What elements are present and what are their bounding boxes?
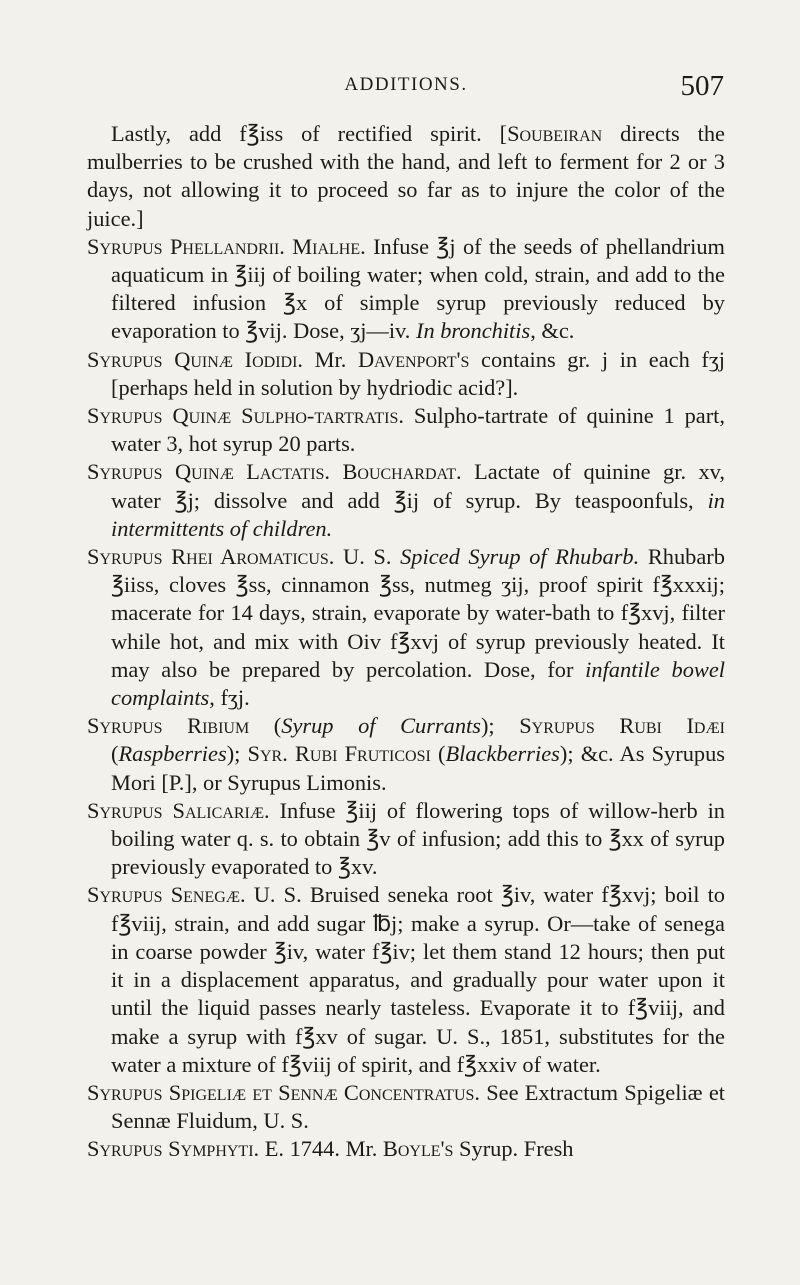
syrup-entry — [87, 458, 725, 543]
entry-heading: Syrupus Rhei Aromaticus. — [87, 544, 335, 570]
entry-heading: Syr. Rubi Fruticosi — [247, 741, 431, 767]
text-run: Lastly, add f℥iss of rectified spirit. [ — [111, 121, 508, 146]
entry-heading: Syrupus Rubi Idæi — [519, 713, 726, 739]
page-number: 507 — [680, 70, 724, 102]
entry-heading: Syrupus Symphyti. E. 1744. — [87, 1136, 340, 1162]
text-run: Syrup. Fresh — [453, 1136, 574, 1162]
entry-heading: Syrupus Phellandrii. Mialhe. — [87, 233, 366, 259]
text-run: Rhubarb ℥iiss, cloves ℥ss, cinnamon ℥ss, nutmeg ʒij, proof spirit f℥xxxij; macerate for 14 days, strain, evaporate by water-bath to f℥xvj, filter while hot, and mix with Oiv f℥xvj of syrup previously heated. It may also be prepared by percolation. Dose, for — [111, 544, 725, 682]
text-run: , fʒj. — [209, 685, 250, 711]
entry-heading: Syrupus Salicariæ. — [87, 797, 270, 823]
italic-text: Blackberries — [445, 741, 560, 767]
syrup-entry — [87, 346, 725, 402]
entry-heading: Syrupus Quinæ Iodidi. — [87, 346, 304, 372]
syrup-entry — [87, 881, 725, 1078]
text-run: ( — [430, 741, 446, 767]
text-run: U. S. — [334, 544, 401, 570]
italic-text: In bronchitis — [415, 318, 531, 344]
text-run: U. S. Bruised seneka root ℥iv, water f℥xvj; boil to f℥viij, strain, and add sugar ℔j; make a syrup. Or—take of senega in coarse powder ℥iv, water f℥iv; let them stand 12 hours; then put it in a displacement apparatus, and gradually pour water upon it until the liquid passes nearly tasteless. Evaporate it to f℥viij, and make a syrup with f℥xv of sugar. U. S., 1851, substitutes for the water a mixture of f℥viij of spirit, and f℥xxiv of water. — [111, 882, 725, 1077]
italic-text: Raspberries — [118, 741, 227, 767]
syrup-entry — [87, 543, 725, 712]
syrup-entry — [87, 1135, 725, 1163]
italic-text: in intermittents of children. — [111, 487, 725, 541]
syrup-entry — [87, 712, 725, 797]
syrup-entry — [87, 797, 725, 882]
entry-heading: Syrupus Ribium — [87, 713, 250, 739]
syrup-entry — [87, 1079, 725, 1135]
text-run: Lactate of quinine gr. xv, water ℥j; dissolve and add ℥ij of syrup. By teaspoonfuls, — [111, 459, 726, 513]
running-title: ADDITIONS. — [344, 74, 468, 95]
italic-text: infantile bowel complaints — [111, 656, 725, 711]
entry-heading: Boyle's — [382, 1136, 454, 1162]
syrup-entry — [87, 233, 725, 346]
text-run: ( — [249, 713, 282, 739]
text-run: Infuse ℥j of the seeds of phellandrium aquaticum in ℥iij of boiling water; when cold, strain, and add to the filtered infusion ℥x of simple syrup previously reduced by evaporation to ℥vij. Dose, ʒj—iv. — [111, 233, 725, 344]
text-run: contains gr. j in each fʒj [perhaps held in solution by hydriodic acid?]. — [111, 346, 725, 400]
body-text — [87, 120, 725, 1164]
entry-heading: Syrupus Quinæ Sulpho-tartratis. — [87, 403, 404, 429]
text-run: Sulpho-tartrate of quinine 1 part, water 3, hot syrup 20 parts. — [111, 403, 725, 457]
running-header — [88, 70, 724, 110]
italic-text: Spiced Syrup of Rhubarb. — [400, 544, 640, 570]
text-run: , &c. — [530, 318, 575, 344]
text-run: Mr. — [339, 1136, 383, 1162]
text-run: ); — [480, 713, 520, 739]
entry-heading: Soubeiran — [507, 121, 603, 146]
entry-heading: Davenport's — [358, 346, 470, 372]
text-run: ); — [226, 741, 248, 767]
entry-heading: Syrupus Senegæ. — [87, 882, 246, 908]
text-run: ( — [111, 741, 119, 767]
intro-paragraph — [87, 120, 725, 233]
entry-heading: Syrupus Spigeliæ et Sennæ Concentratus. — [87, 1079, 480, 1105]
entry-heading: Syrupus Quinæ Lactatis. Bouchardat. — [87, 459, 462, 485]
syrup-entry — [87, 402, 725, 458]
italic-text: Syrup of Currants — [281, 713, 481, 739]
text-run: Mr. — [303, 346, 358, 372]
text-run: directs the mulberries to be crushed with the hand, and left to ferment for 2 or 3 days, not allowing it to proceed so far as to injure the color of the juice.] — [87, 121, 725, 231]
text-run: Infuse ℥iij of flowering tops of willow-herb in boiling water q. s. to obtain ℥v of infusion; add this to ℥xx of syrup previously evaporated to ℥xv. — [111, 797, 725, 880]
text-run: See Extractum Spigeliæ et Sennæ Fluidum, U. S. — [111, 1079, 725, 1134]
text-run: ); &c. As Syrupus Mori [P.], or Syrupus Limonis. — [111, 741, 725, 795]
